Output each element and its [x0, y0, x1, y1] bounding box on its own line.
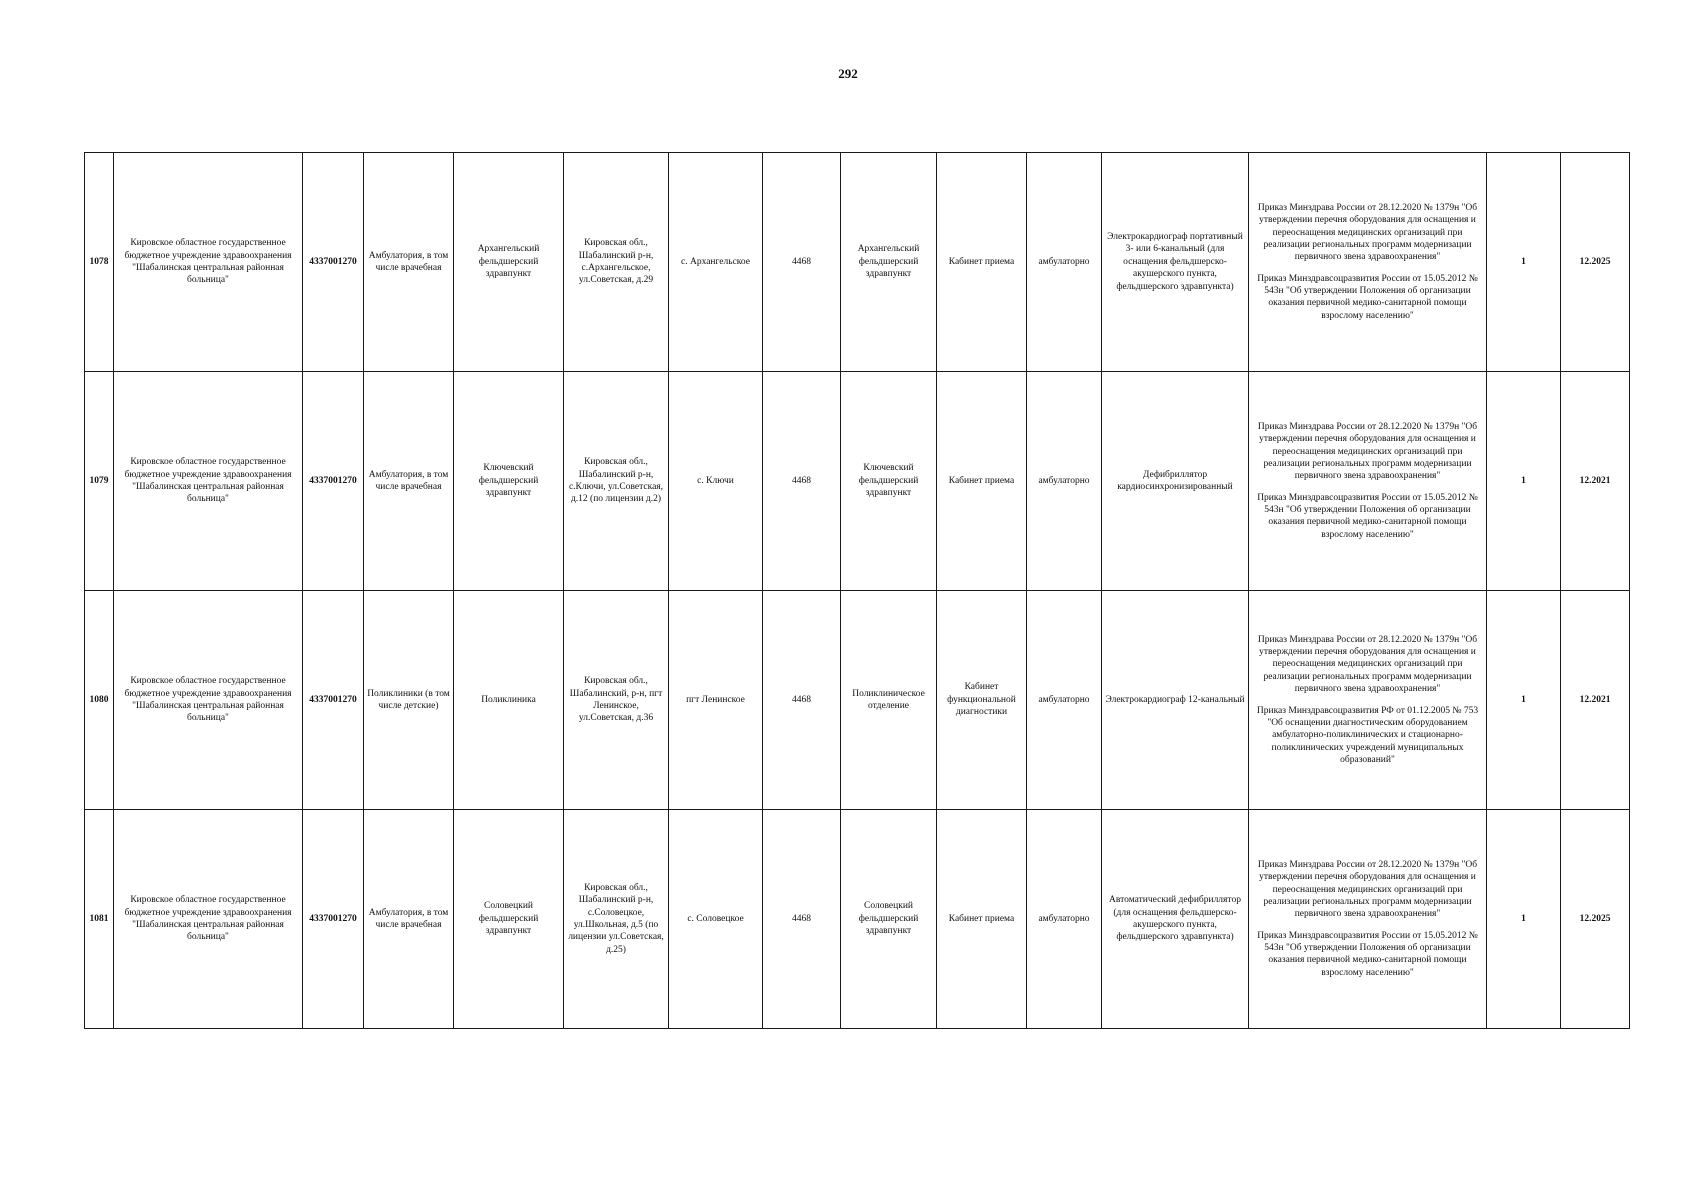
quantity: 1: [1487, 591, 1561, 810]
cabinet: Кабинет приема: [937, 153, 1027, 372]
row-number: 1080: [85, 591, 114, 810]
legal-basis: [1249, 810, 1487, 1029]
care-condition: амбулаторно: [1027, 591, 1102, 810]
code: 4468: [763, 591, 841, 810]
equipment-name: Автоматический дефибриллятор (для оснащения фельдшерско-акушерского пункта, фельдшерского здравпункта): [1102, 810, 1249, 1029]
address: Кировская обл., Шабалинский р-н, с.Архангельское, ул.Советская, д.29: [564, 153, 669, 372]
equipment-table: [84, 152, 1630, 1029]
due-date: 12.2021: [1561, 372, 1630, 591]
legal-basis: [1249, 372, 1487, 591]
locality: пгт Ленинское: [669, 591, 763, 810]
department: Поликлиническое отделение: [841, 591, 937, 810]
address: Кировская обл., Шабалинский р-н, с.Ключи, ул.Советская, д.12 (по лицензии д.2): [564, 372, 669, 591]
page-number: 292: [838, 66, 858, 81]
legal-basis-order-2: Приказ Минздравсоцразвития России от 15.05.2012 № 543н "Об утверждении Положения об организации оказания первичной медико-санитарной помощи взрослому населению": [1257, 492, 1478, 540]
organization-name: Кировское областное государственное бюджетное учреждение здравоохранения "Шабалинская центральная районная больница": [114, 810, 303, 1029]
legal-basis-order-1: Приказ Минздрава России от 28.12.2020 № 1379н "Об утверждении перечня оборудования для оснащения и переоснащения медицинских организаций при реализации региональных программ модернизации первичного звена здравоохранения": [1257, 859, 1478, 920]
department: Соловецкий фельдшерский здравпункт: [841, 810, 937, 1029]
inn-code: 4337001270: [303, 810, 364, 1029]
organization-name: Кировское областное государственное бюджетное учреждение здравоохранения "Шабалинская центральная районная больница": [114, 372, 303, 591]
inn-code: 4337001270: [303, 372, 364, 591]
facility-type: Амбулатория, в том числе врачебная: [364, 810, 454, 1029]
table-row: [85, 372, 1630, 591]
cabinet: Кабинет приема: [937, 372, 1027, 591]
equipment-name: Электрокардиограф 12-канальный: [1102, 591, 1249, 810]
care-condition: амбулаторно: [1027, 810, 1102, 1029]
address: Кировская обл., Шабалинский, р-н, пгт Ленинское, ул.Советская, д.36: [564, 591, 669, 810]
cabinet: Кабинет приема: [937, 810, 1027, 1029]
row-number: 1081: [85, 810, 114, 1029]
table-row: [85, 591, 1630, 810]
unit-name: Поликлиника: [454, 591, 564, 810]
quantity: 1: [1487, 153, 1561, 372]
legal-basis-order-2: Приказ Минздравсоцразвития РФ от 01.12.2005 № 753 "Об оснащении диагностическим оборудованием амбулаторно-поликлинических и стационарно-поликлинических учреждений муниципальных образований": [1256, 705, 1479, 765]
locality: с. Соловецкое: [669, 810, 763, 1029]
due-date: 12.2025: [1561, 810, 1630, 1029]
facility-type: Поликлиники (в том числе детские): [364, 591, 454, 810]
facility-type: Амбулатория, в том числе врачебная: [364, 153, 454, 372]
care-condition: амбулаторно: [1027, 153, 1102, 372]
code: 4468: [763, 153, 841, 372]
table-row: [85, 810, 1630, 1029]
unit-name: Соловецкий фельдшерский здравпункт: [454, 810, 564, 1029]
code: 4468: [763, 372, 841, 591]
department: Ключевский фельдшерский здравпункт: [841, 372, 937, 591]
quantity: 1: [1487, 810, 1561, 1029]
legal-basis: [1249, 153, 1487, 372]
address: Кировская обл., Шабалинский р-н, с.Соловецкое, ул.Школьная, д.5 (по лицензии ул.Советская, д.25): [564, 810, 669, 1029]
organization-name: Кировское областное государственное бюджетное учреждение здравоохранения "Шабалинская центральная районная больница": [114, 591, 303, 810]
care-condition: амбулаторно: [1027, 372, 1102, 591]
legal-basis: [1249, 591, 1487, 810]
inn-code: 4337001270: [303, 153, 364, 372]
unit-name: Архангельский фельдшерский здравпункт: [454, 153, 564, 372]
cabinet: Кабинет функциональной диагностики: [937, 591, 1027, 810]
locality: с. Архангельское: [669, 153, 763, 372]
facility-type: Амбулатория, в том числе врачебная: [364, 372, 454, 591]
row-number: 1079: [85, 372, 114, 591]
due-date: 12.2025: [1561, 153, 1630, 372]
department: Архангельский фельдшерский здравпункт: [841, 153, 937, 372]
legal-basis-order-1: Приказ Минздрава России от 28.12.2020 № 1379н "Об утверждении перечня оборудования для оснащения и переоснащения медицинских организаций при реализации региональных программ модернизации первичного звена здравоохранения": [1257, 421, 1478, 482]
unit-name: Ключевский фельдшерский здравпункт: [454, 372, 564, 591]
code: 4468: [763, 810, 841, 1029]
organization-name: Кировское областное государственное бюджетное учреждение здравоохранения "Шабалинская центральная районная больница": [114, 153, 303, 372]
locality: с. Ключи: [669, 372, 763, 591]
row-number: 1078: [85, 153, 114, 372]
quantity: 1: [1487, 372, 1561, 591]
equipment-name: Электрокардиограф портативный 3- или 6-канальный (для оснащения фельдшерско-акушерского пункта, фельдшерского здравпункта): [1102, 153, 1249, 372]
due-date: 12.2021: [1561, 591, 1630, 810]
legal-basis-order-2: Приказ Минздравсоцразвития России от 15.05.2012 № 543н "Об утверждении Положения об организации оказания первичной медико-санитарной помощи взрослому населению": [1257, 273, 1478, 321]
inn-code: 4337001270: [303, 591, 364, 810]
legal-basis-order-2: Приказ Минздравсоцразвития России от 15.05.2012 № 543н "Об утверждении Положения об организации оказания первичной медико-санитарной помощи взрослому населению": [1257, 930, 1478, 978]
table-row: [85, 153, 1630, 372]
equipment-name: Дефибриллятор кардиосинхронизированный: [1102, 372, 1249, 591]
legal-basis-order-1: Приказ Минздрава России от 28.12.2020 № 1379н "Об утверждении перечня оборудования для оснащения и переоснащения медицинских организаций при реализации региональных программ модернизации первичного звена здравоохранения": [1257, 634, 1478, 695]
legal-basis-order-1: Приказ Минздрава России от 28.12.2020 № 1379н "Об утверждении перечня оборудования для оснащения и переоснащения медицинских организаций при реализации региональных программ модернизации первичного звена здравоохранения": [1257, 202, 1478, 263]
